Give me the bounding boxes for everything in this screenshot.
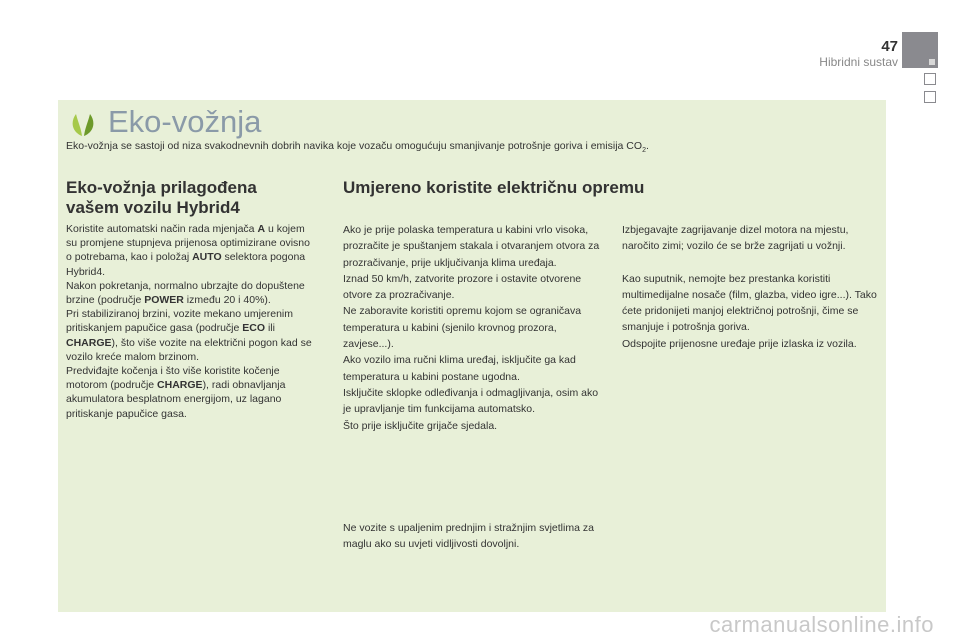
text: ), radi obnavljanja akumulatora besplatnom energijom, uz lagano pritiskanje papučice gasa. [66, 379, 286, 420]
leaf-icon-left [73, 114, 82, 136]
intro-subscript: 2 [642, 147, 646, 155]
chapter-tab-empty-1[interactable] [924, 73, 936, 85]
text: u kojem su promjene stupnjeva prijenosa optimizirane ovisno o potrebama, kao i položaj [66, 223, 310, 264]
text: Predviđajte kočenja i što više koristite kočenje motorom (područje [66, 365, 280, 392]
middle-column [343, 222, 605, 434]
text: Nakon pokretanja, normalno ubrzajte do dopuštene brzine (područje [66, 279, 305, 307]
left-paragraph-1 [66, 222, 316, 279]
chapter-tab-empty-2[interactable] [924, 91, 936, 103]
left-paragraph-2 [66, 279, 316, 307]
right-column [622, 222, 880, 352]
text: ili [265, 322, 275, 335]
right-paragraph-1: Izbjegavajte zagrijavanje dizel motora na mjestu, naročito zimi; vozilo će se brže zagrijati u vožnji. [622, 224, 849, 253]
mid-paragraph-1: Ako je prije polaska temperatura u kabini vrlo visoka, prozračite je spuštanjem stakala i otvaranjem otvora za prozračivanje, prije uključivanja klima uređaja. [343, 224, 600, 269]
mid-bottom-paragraph: Ne vozite s upaljenim prednjim i stražnjim svjetlima za maglu ako su uvjeti vidljivosti dovoljni. [343, 522, 594, 551]
section-name: Hibridni sustav [819, 55, 898, 69]
mode-auto: AUTO [192, 251, 222, 264]
text: Pri stabiliziranoj brzini, vozite mekano umjerenim pritiskanjem papučice gasa (područje [66, 308, 294, 335]
right-paragraph-2: Kao suputnik, nemojte bez prestanka koristiti multimedijalne nosače (film, glazba, video igre...). Tako ćete pridonijeti manjoj električnoj potrošnji, čime se smanjuje i potrošnja goriva. [622, 272, 877, 334]
right-heading: Umjereno koristite električnu opremu [343, 178, 645, 197]
page-number: 47 [881, 38, 898, 55]
zone-charge: CHARGE [157, 379, 203, 392]
text: Koristite automatski način rada mjenjača [66, 223, 258, 235]
tab-marker [929, 59, 935, 65]
zone-eco: ECO [242, 322, 266, 335]
text: ), što više vozite na električni pogon kad se vozilo kreće malom brzinom. [66, 336, 312, 363]
intro-main: Eko-vožnja se sastoji od niza svakodnevnih dobrih navika koje vozaču omogućuju smanjivanje potrošnje goriva i emisija CO [66, 140, 643, 152]
mid-paragraph-4: Ako vozilo ima ručni klima uređaj, isključite ga kad temperatura u kabini postane ugodna. [343, 354, 576, 383]
watermark: carmanualsonline.info [709, 612, 934, 637]
zone-power: POWER [144, 294, 184, 307]
mid-paragraph-5: Isključite sklopke odleđivanja i odmagljivanja, osim ako je upravljanje tim funkcijama automatsko. [343, 386, 599, 416]
mid-paragraph-2: Iznad 50 km/h, zatvorite prozore i ostavite otvorene otvore za prozračivanje. [343, 272, 582, 302]
text: selektora pogona Hybrid4. [66, 251, 306, 278]
left-heading-line1: Eko-vožnja prilagođena [66, 178, 257, 197]
mid-paragraph-3: Ne zaboravite koristiti opremu kojom se ograničava temperatura u kabini (sjenilo krovnog prozora, zavjese...). [343, 305, 582, 351]
leaf-icon [68, 110, 98, 138]
page-title: Eko-vožnja [108, 104, 262, 139]
intro-end: . [645, 140, 649, 152]
chapter-tab[interactable] [902, 32, 938, 68]
left-heading [66, 178, 306, 218]
text: između 20 i 40%). [183, 294, 271, 307]
spacer [622, 255, 880, 271]
mode-a: A [257, 223, 266, 235]
zone-charge: CHARGE [66, 336, 112, 349]
mid-paragraph-6: Što prije isključite grijače sjedala. [343, 419, 498, 432]
intro-text [66, 140, 878, 154]
right-paragraph-3: Odspojite prijenosne uređaje prije izlaska iz vozila. [622, 337, 857, 350]
left-column [66, 222, 316, 421]
leaf-icon-right [84, 114, 93, 136]
left-heading-line2: vašem vozilu Hybrid4 [66, 198, 240, 217]
left-paragraph-3 [66, 307, 316, 364]
left-paragraph-4 [66, 364, 316, 421]
